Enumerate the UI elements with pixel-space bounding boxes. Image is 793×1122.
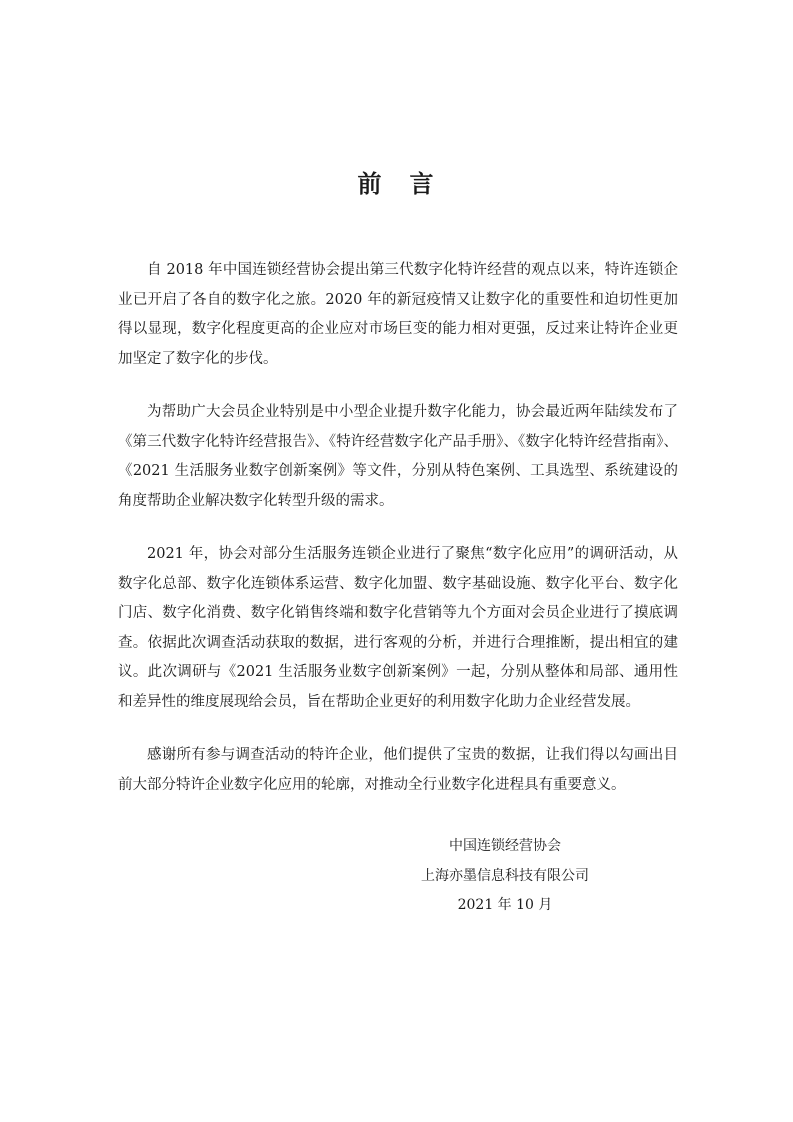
page-title	[0, 164, 793, 199]
title-char-2: 言	[409, 169, 436, 198]
paragraph-3: 2021 年，协会对部分生活服务连锁企业进行了聚焦“数字化应用”的调研活动，从数字化总部、数字化连锁体系运营、数字化加盟、数字基础设施、数字化平台、数字化门店、数字化消费、数字化销售终端和数字化营销等九个方面对会员企业进行了摸底调查。依据此次调查活动获取的数据，进行客观的分析，并进行合理推断，提出相宜的建议。此次调研与《2021 生活服务业数字创新案例》一起，分别从整体和局部、通用性和差异性的维度展现给会员，旨在帮助企业更好的利用数字化助力企业经营发展。	[118, 546, 678, 710]
paragraph-4: 感谢所有参与调查活动的特许企业，他们提供了宝贵的数据，让我们得以勾画出目前大部分特许企业数字化应用的轮廓，对推动全行业数字化进程具有重要意义。	[118, 747, 678, 793]
signature-date: 2021 年 10 月	[457, 897, 553, 913]
signature-block	[405, 832, 605, 921]
paragraph-2: 为帮助广大会员企业特别是中小型企业提升数字化能力，协会最近两年陆续发布了《第三代数字化特许经营报告》、《特许经营数字化产品手册》、《数字化特许经营指南》、《2021 生活服务业数字创新案例》等文件，分别从特色案例、工具选型、系统建设的角度帮助企业解决数字化转型升级的需求。	[118, 404, 678, 509]
signature-org-2: 上海亦墨信息科技有限公司	[421, 867, 589, 884]
signature-org-1: 中国连锁经营协会	[449, 838, 561, 854]
preface-body	[118, 256, 678, 824]
paragraph-1: 自 2018 年中国连锁经营协会提出第三代数字化特许经营的观点以来，特许连锁企业已开启了各自的数字化之旅。2020 年的新冠疫情又让数字化的重要性和迫切性更加得以显现，数字化程度更高的企业应对市场巨变的能力相对更强，反过来让特许企业更加坚定了数字化的步伐。	[118, 262, 678, 367]
title-char-1: 前	[357, 169, 384, 198]
